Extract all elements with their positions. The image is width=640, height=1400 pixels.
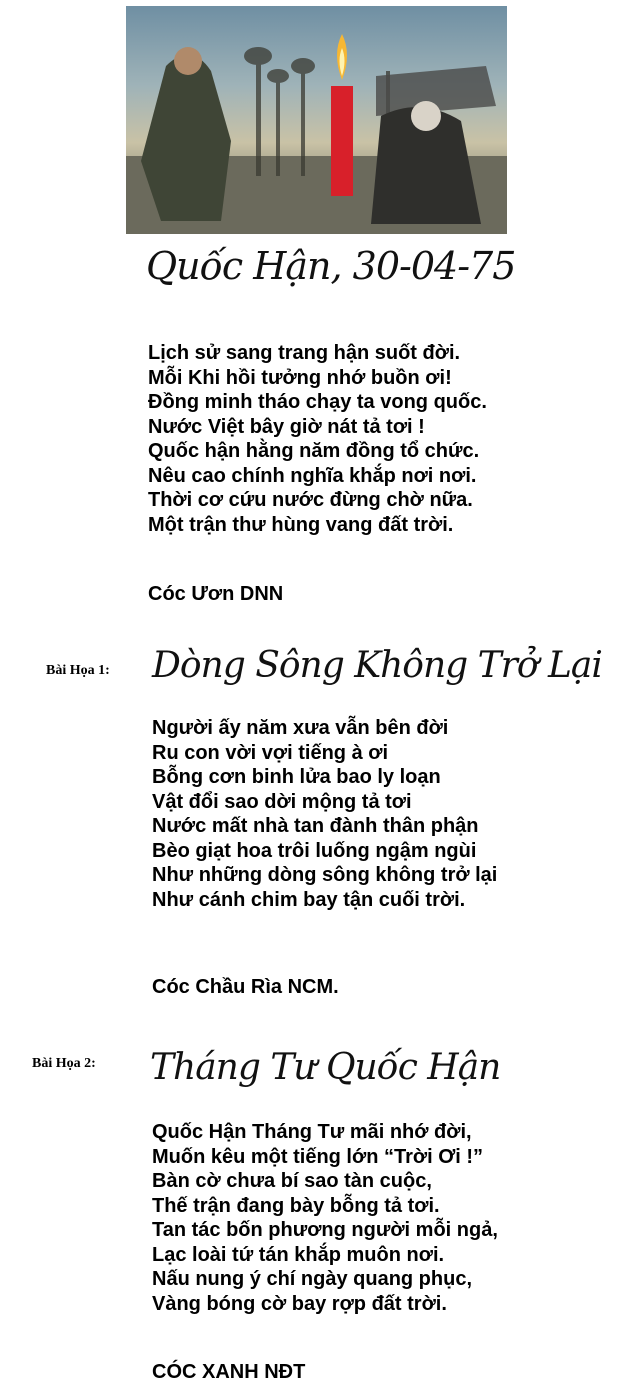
poem2-author: Cóc Chầu Rìa NCM. bbox=[152, 976, 339, 998]
poem-line: Nấu nung ý chí ngày quang phục, bbox=[152, 1268, 473, 1290]
poem-line: Quốc hận hằng năm đồng tổ chức. bbox=[148, 440, 480, 462]
poem2-body bbox=[152, 716, 497, 912]
poem-line: Nêu cao chính nghĩa khắp nơi nơi. bbox=[148, 464, 477, 487]
poem-line: Thế trận đang bày bỗng tả tơi. bbox=[152, 1194, 440, 1217]
poem3-title: Tháng Tư Quốc Hận bbox=[150, 1047, 501, 1088]
poem2-title: Dòng Sông Không Trở Lại bbox=[152, 645, 602, 686]
poem-line: Tan tác bốn phương người mỗi ngả, bbox=[152, 1219, 498, 1241]
poem3-body bbox=[152, 1120, 498, 1316]
poem-line: Nước Việt bây giờ nát tả tơi ! bbox=[148, 415, 425, 438]
poem-line: Bỗng cơn binh lửa bao ly loạn bbox=[152, 766, 441, 788]
poem3-author: CÓC XANH NĐT bbox=[152, 1361, 306, 1383]
poem-line: Bàn cờ chưa bí sao tàn cuộc, bbox=[152, 1170, 432, 1192]
poem-line: Người ấy năm xưa vẫn bên đời bbox=[152, 717, 449, 739]
memorial-illustration bbox=[126, 6, 507, 234]
poem-line: Lạc loài tứ tán khắp muôn nơi. bbox=[152, 1243, 445, 1266]
poem-line: Như cánh chim bay tận cuối trời. bbox=[152, 888, 466, 911]
poem-line: Một trận thư hùng vang đất trời. bbox=[148, 513, 454, 536]
banner-image bbox=[126, 6, 507, 234]
poem-line: Lịch sử sang trang hận suốt đời. bbox=[148, 342, 461, 364]
poem-line: Vật đổi sao dời mộng tả tơi bbox=[152, 790, 412, 813]
poem-line: Đồng minh tháo chạy ta vong quốc. bbox=[148, 391, 487, 413]
poem-line: Bèo giạt hoa trôi luống ngậm ngùi bbox=[152, 839, 477, 862]
poem2-label: Bài Họa 1: bbox=[46, 663, 110, 678]
poem-line: Quốc Hận Tháng Tư mãi nhớ đời, bbox=[152, 1121, 472, 1143]
poem-line: Ru con vời vợi tiếng à ơi bbox=[152, 741, 389, 764]
poem-line: Muốn kêu một tiếng lớn “Trời Ơi !” bbox=[152, 1145, 484, 1168]
poem1-author: Cóc Ươn DNN bbox=[148, 583, 284, 605]
poem-line: Như những dòng sông không trở lại bbox=[152, 864, 498, 886]
poem-line: Thời cơ cứu nước đừng chờ nữa. bbox=[148, 489, 473, 511]
poem-line: Vàng bóng cờ bay rợp đất trời. bbox=[152, 1292, 447, 1315]
poem-line: Mỗi Khi hồi tưởng nhớ buồn ơi! bbox=[148, 366, 452, 389]
poem1-body bbox=[148, 341, 487, 537]
poem-line: Nước mất nhà tan đành thân phận bbox=[152, 815, 479, 837]
poem3-label: Bài Họa 2: bbox=[32, 1056, 96, 1071]
poem1-title: Quốc Hận, 30-04-75 bbox=[146, 244, 516, 288]
